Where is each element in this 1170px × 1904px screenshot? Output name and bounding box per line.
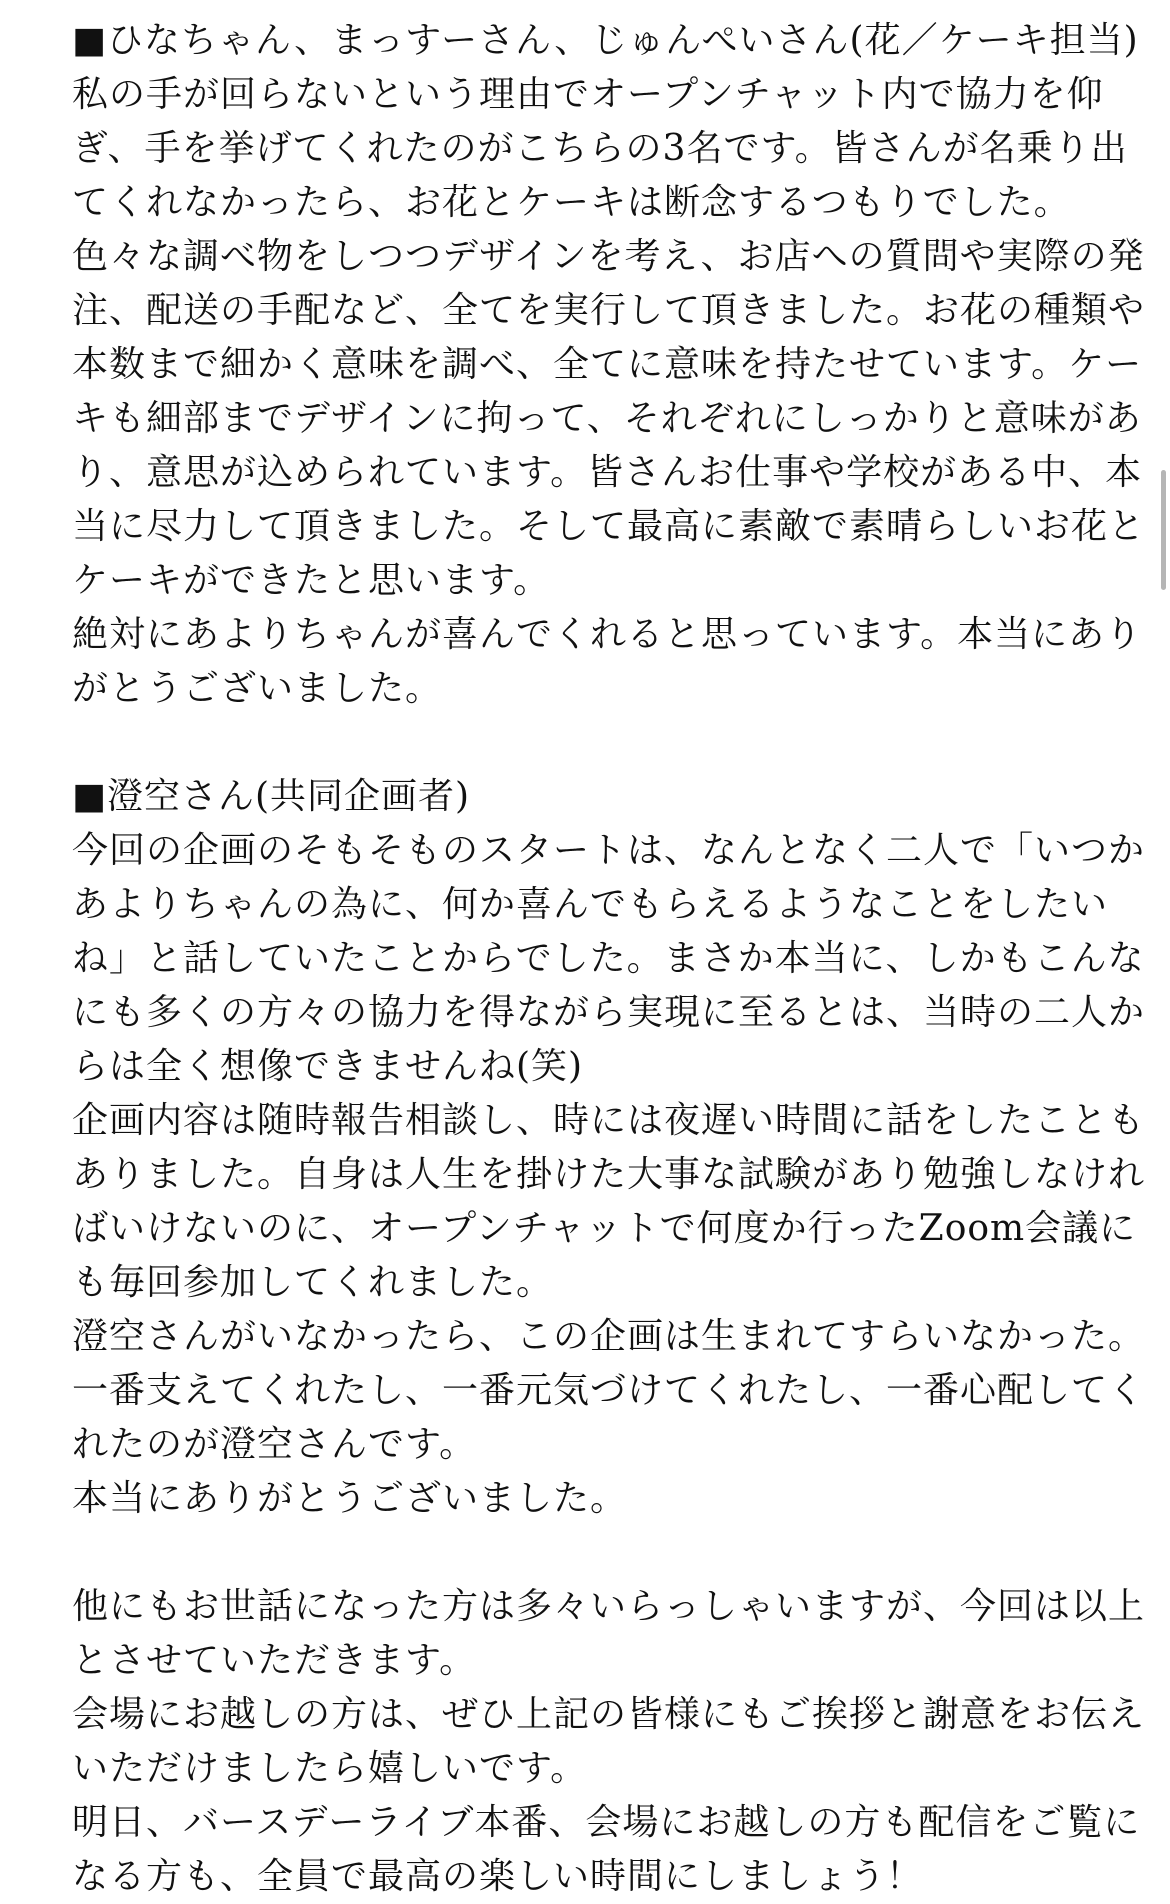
- text-line: 企画内容は随時報告相談し、時には夜遅い時間に話をしたことも: [72, 1100, 1146, 1141]
- text-line: 澄空さんがいなかったら、この企画は生まれてすらいなかった。: [72, 1316, 1146, 1357]
- text-line: 本当にありがとうございました。: [72, 1478, 628, 1519]
- text-line: も毎回参加してくれました。: [72, 1262, 554, 1303]
- text-line: 私の手が回らないという理由でオープンチャット内で協力を仰: [72, 74, 1104, 115]
- text-line: らは全く想像できませんね(笑): [72, 1046, 584, 1087]
- section-body-co-planner: [72, 824, 1146, 1526]
- text-line: キも細部までデザインに拘って、それぞれにしっかりと意味があ: [72, 398, 1142, 439]
- section-heading-flowers-cake: ■ひなちゃん、まっすーさん、じゅんぺいさん(花／ケーキ担当): [72, 20, 1139, 61]
- text-line: 本数まで細かく意味を調べ、全てに意味を持たせています。ケー: [72, 344, 1143, 385]
- paragraph-spacer: [72, 1526, 1112, 1580]
- text-line: 色々な調べ物をしつつデザインを考え、お店への質問や実際の発: [72, 236, 1145, 277]
- text-line: 今回の企画のそもそものスタートは、なんとなく二人で「いつか: [72, 830, 1146, 871]
- text-line: 当に尽力して頂きました。そして最高に素敵で素晴らしいお花と: [72, 506, 1146, 547]
- text-line: れたのが澄空さんです。: [72, 1424, 477, 1465]
- document-body: [72, 14, 1146, 1904]
- text-line: ケーキができたと思います。: [72, 560, 551, 601]
- text-line: いただけましたら嬉しいです。: [72, 1748, 588, 1789]
- text-line: 注、配送の手配など、全てを実行して頂きました。お花の種類や: [72, 290, 1146, 331]
- text-line: 明日、バースデーライブ本番、会場にお越しの方も配信をご覧に: [72, 1802, 1141, 1843]
- section-heading-co-planner: ■澄空さん(共同企画者): [72, 776, 471, 817]
- text-line: てくれなかったら、お花とケーキは断念するつもりでした。: [72, 182, 1071, 223]
- text-line: あよりちゃんの為に、何か喜んでもらえるようなことをしたい: [72, 884, 1109, 925]
- text-line: がとうございました。: [72, 668, 443, 709]
- text-line: とさせていただきます。: [72, 1640, 477, 1681]
- text-line: ありました。自身は人生を掛けた大事な試験があり勉強しなけれ: [72, 1154, 1146, 1195]
- vertical-scrollbar[interactable]: [1161, 470, 1166, 590]
- text-line: ね」と話していたことからでした。まさか本当に、しかもこんな: [72, 938, 1145, 979]
- closing-paragraph: [72, 1580, 1146, 1904]
- text-line: 絶対にあよりちゃんが喜んでくれると思っています。本当にあり: [72, 614, 1143, 655]
- section-body-flowers-cake: [72, 68, 1146, 716]
- text-line: 一番支えてくれたし、一番元気づけてくれたし、一番心配してく: [72, 1370, 1146, 1411]
- text-line: 他にもお世話になった方は多々いらっしゃいますが、今回は以上: [72, 1586, 1146, 1627]
- text-line: にも多くの方々の協力を得ながら実現に至るとは、当時の二人か: [72, 992, 1146, 1033]
- text-line: なる方も、全員で最高の楽しい時間にしましょう！: [72, 1856, 924, 1897]
- text-line: ぎ、手を挙げてくれたのがこちらの3名です。皆さんが名乗り出: [72, 128, 1128, 169]
- text-line: 会場にお越しの方は、ぜひ上記の皆様にもご挨拶と謝意をお伝え: [72, 1694, 1146, 1735]
- text-line: ばいけないのに、オープンチャットで何度か行ったZoom会議に: [72, 1208, 1137, 1249]
- paragraph-spacer: [72, 716, 1112, 770]
- text-line: り、意思が込められています。皆さんお仕事や学校がある中、本: [72, 452, 1143, 493]
